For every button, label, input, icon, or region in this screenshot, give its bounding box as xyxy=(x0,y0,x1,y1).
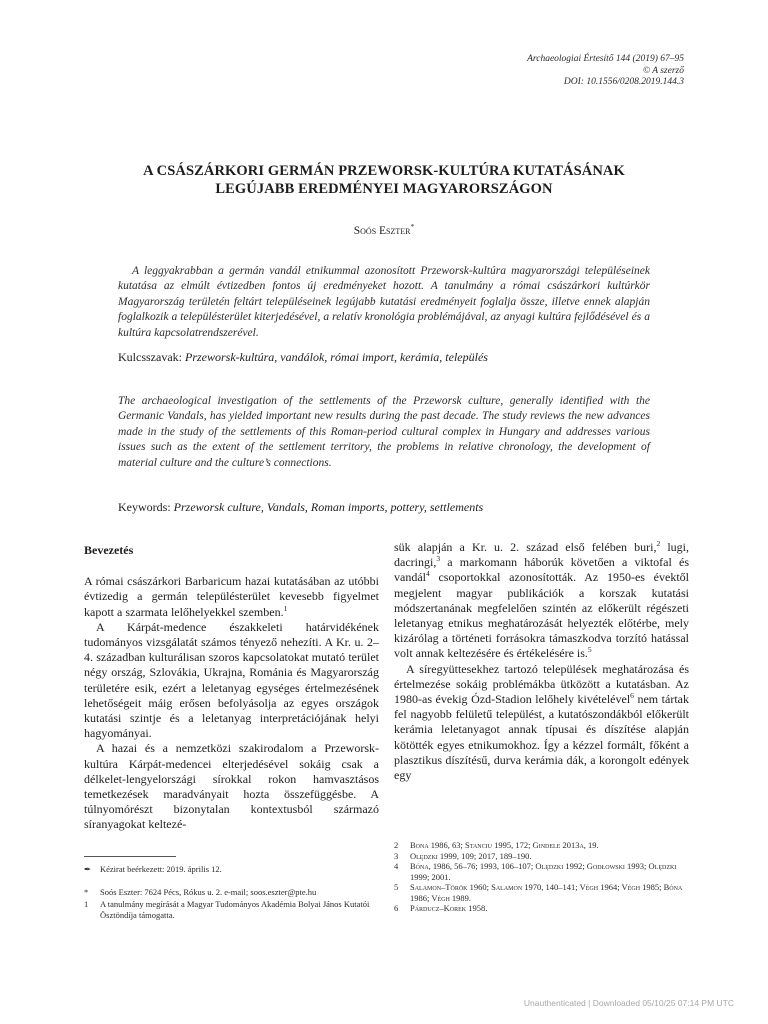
keywords-hungarian xyxy=(118,350,658,365)
footnote-text: Párducz–Korek 1958. xyxy=(410,903,488,913)
footnote-rule-left xyxy=(84,856,176,857)
footnote-ref: 1 xyxy=(283,603,288,613)
footnote-text: Kézirat beérkezett: 2019. április 12. xyxy=(100,864,222,874)
footnote xyxy=(394,882,689,903)
abstract-english: The archaeological investigation of the settlements of the Przeworsk culture, generally identified with the Germanic Vandals, has yielded important new results during the past decade. The study reviews the new advances made in the study of the settlements of this Roman-period cultural complex in Hungary and addresses various issues such as the extent of the settlement territory, the problems in relative chronology, the development of material culture and the culture’s connections. xyxy=(118,395,650,469)
footnote xyxy=(84,899,379,920)
paragraph-text: a markomann háborúk követően a viktofal és vandál xyxy=(394,555,689,585)
article-title xyxy=(110,162,658,198)
footnote-mark: 3 xyxy=(394,850,399,861)
footnotes-right xyxy=(394,840,689,914)
footnote-ref: 4 xyxy=(426,569,430,579)
footnote xyxy=(84,887,379,898)
copyright: © A szerző xyxy=(642,65,684,76)
paragraph-text: A síregyüttesekhez tartozó települések meghatározása és értelmezése sokáig problémákba ütközött a kutatásban. Az 1980-as évekig Ózd-Stadion lelőhely kivételével xyxy=(394,661,689,707)
footnote-ref: 6 xyxy=(630,691,634,701)
section-heading: Bevezetés xyxy=(84,543,134,557)
paragraph-text: nem tártak fel nagyobb felületű települést, a kutatószondákból előkerült kerámia leletanyagot annak típusai és díszítése alapján kötötték egyes etnikumokhoz. Így a kézzel formált, főként a plasztikus díszítésű, durva kerámia dák, a korongolt edények egy xyxy=(394,692,689,783)
footnote-text: Bona 1986, 63; Stanciu 1995, 172; Gindele 2013a, 19. xyxy=(410,840,599,850)
journal-citation: Archaeologiai Értesítő 144 (2019) 67–95 xyxy=(527,54,684,64)
footnote-text: A tanulmány megírását a Magyar Tudományos Akadémia Bolyai János Kutatói Ösztöndíja támogatta. xyxy=(100,899,370,920)
body-column-left xyxy=(84,540,379,833)
paragraph xyxy=(394,540,689,662)
footnote-text: Bóna, 1986, 56–76; 1993, 106–107; Olędzki 1992; Godłowski 1993; Olędzki 1999; 2001. xyxy=(410,861,677,882)
author-name: Soós Eszter xyxy=(353,225,411,237)
footnote-mark: 2 xyxy=(394,840,399,850)
paragraph-text: lugi, dacringi, xyxy=(394,540,690,570)
footnote xyxy=(394,851,689,862)
body-column-right xyxy=(394,540,689,783)
footnote-mark: 1 xyxy=(84,899,89,909)
doi: DOI: 10.1556/0208.2019.144.3 xyxy=(563,77,684,87)
footnote-mark: 5 xyxy=(394,882,399,892)
author-footnote-mark: * xyxy=(410,222,415,232)
title-line-2: LEGÚJABB EREDMÉNYEI MAGYARORSZÁGON xyxy=(215,181,553,197)
footnote-ref: 2 xyxy=(656,539,661,548)
footnote-text: Soós Eszter: 7624 Pécs, Rókus u. 2. e-mail; soos.eszter@pte.hu xyxy=(100,886,317,897)
footnote xyxy=(394,840,689,851)
footnote xyxy=(84,864,379,875)
paragraph-text: csoportokkal azonosították. Az 1950-es évektől megjelent magyar publikációk a korszak kutatási módszertanának megfelelően szintén az előkerült régészeti leletanyag etnikus meghatározását helyezték előtérbe, mely kizárólag a történeti forrásokra támaszkodva torzító hatással volt annak keltezésére és értékelésére is. xyxy=(394,570,689,661)
paragraph-text: A római császárkori Barbaricum hazai kutatásában az utóbbi évtizedig a germán településterület kevesebb figyelmet kapott a szarmata lelőhelyekkel szemben. xyxy=(84,574,379,619)
paragraph xyxy=(84,574,379,620)
paragraph xyxy=(394,662,689,784)
download-watermark: Unauthenticated | Downloaded 05/10/25 07:14 PM UTC xyxy=(523,998,734,1008)
paragraph: A hazai és a nemzetközi szakirodalom a Przeworsk-kultúra Kárpát-medencei elterjedésével sokáig csak a délkelet-lengyelországi sírokkal rokon hamvasztásos temetkezések maradványait hozta összefüggésbe. A túlnyomórészt bizonytalan kontextusból származó síranyagokat keltezé- xyxy=(84,741,379,832)
journal-header xyxy=(527,54,684,89)
footnote xyxy=(394,861,689,882)
keywords-text: Przeworsk culture, Vandals, Roman imports, pottery, settlements xyxy=(173,500,484,514)
footnote-ref: 5 xyxy=(587,645,592,655)
title-line-1: A CSÁSZÁRKORI GERMÁN PRZEWORSK-KULTÚRA KUTATÁSÁNAK xyxy=(143,163,625,179)
footnote-mark: 4 xyxy=(394,861,399,871)
abstract-hungarian: A leggyakrabban a germán vandál etnikummal azonosított Przeworsk-kultúra magyarországi településeinek kutatása az elmúlt évtizedben fontos új eredményeket hozott. A tanulmány a római császárkori kultúrkör Magyarország területén feltárt településeinek legújabb kutatási eredményeit foglalja össze, illetve ennek alapján foglalkozik a településterület kiterjedésével, a relatív kronológia problémájával, az anyagi kultúra fejlődésével és a kultúra kapcsolatrendszerével. xyxy=(118,265,650,339)
paragraph-text: sük alapján a Kr. u. 2. század első felében buri, xyxy=(394,540,657,554)
footnote-mark: 6 xyxy=(394,903,399,913)
footnote-mark: * xyxy=(84,886,89,897)
paragraph: A Kárpát-medence északkeleti határvidékének tudományos vizsgálatát számos tényező nehezíti. A Kr. u. 2–4. században kulturálisan szoros kapcsolatokat mutató terület négy ország, Szlovákia, Ukrajna, Románia és Magyarország területére esik, ezért a leletanyag egységes értelmezésének lehetőségeit máig erősen befolyásolja az egyes országok kutatási szintje és a leletanyag interpretációjának helyi hagyományai. xyxy=(84,619,379,741)
footnotes-left xyxy=(84,864,379,920)
footnote-text: Salamon–Török 1960; Salamon 1970, 140–141; Végh 1964; Végh 1985; Bóna 1986; Végh 1989. xyxy=(410,882,683,903)
footnote xyxy=(394,903,689,914)
author-line xyxy=(110,222,658,237)
keywords-label: Keywords: xyxy=(118,500,174,514)
keywords-text: Przeworsk-kultúra, vandálok, római import, kerámia, település xyxy=(184,350,488,364)
keywords-label: Kulcsszavak: xyxy=(118,350,185,364)
keywords-english xyxy=(118,500,658,515)
footnote-text: Olędzki 1999, 109; 2017, 189–190. xyxy=(410,850,532,861)
pen-icon: ✒ xyxy=(84,864,92,874)
footnote-ref: 3 xyxy=(436,554,441,564)
